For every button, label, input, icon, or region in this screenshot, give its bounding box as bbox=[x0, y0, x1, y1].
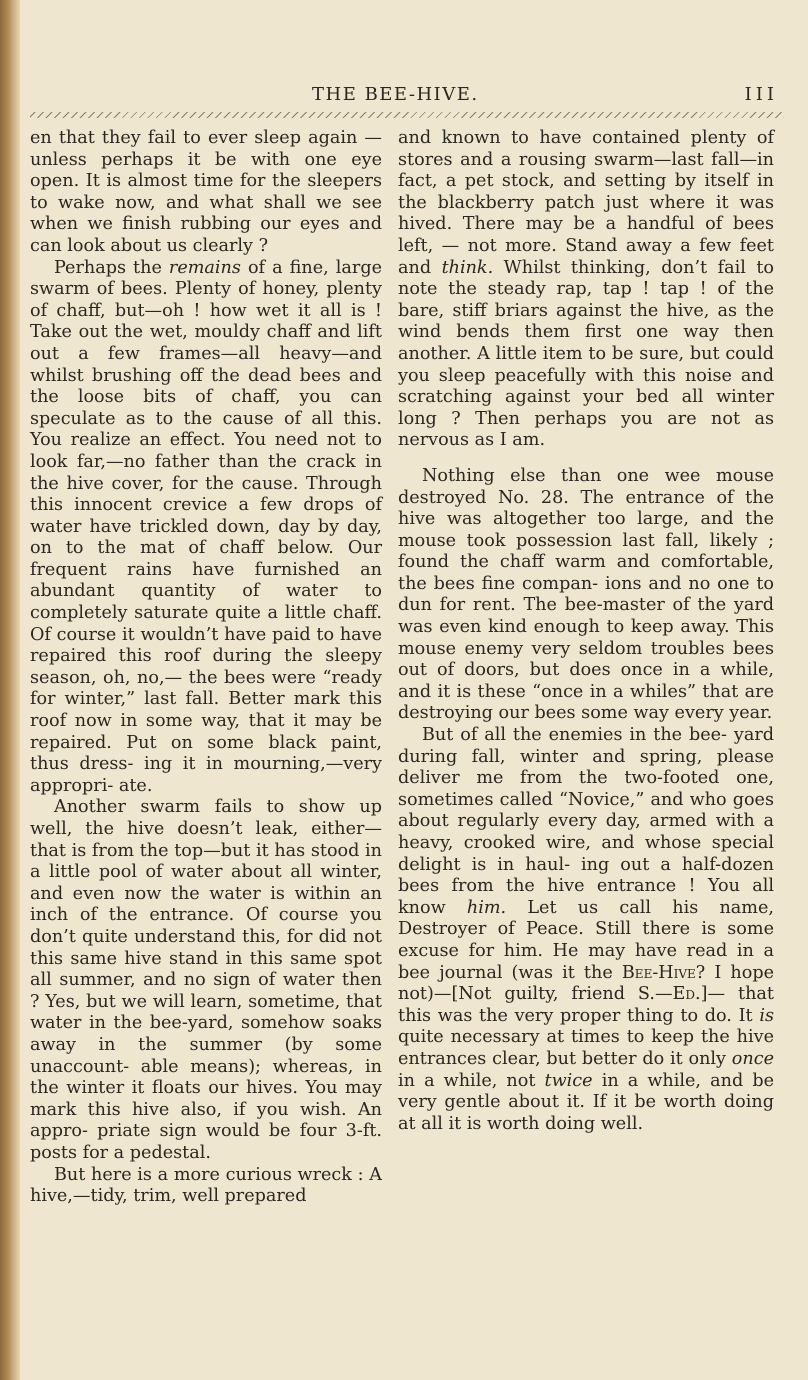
text-run: Nothing else than one wee mouse destroyed No. 28. The entrance of the hive was altogether too large, and the mouse took possession last fall, likely ; found the chaff warm and comfortable, the bees fine compan- ions and no one to dun for rent. The bee-master of the yard was even kind enough to keep away. This mouse enemy very seldom troubles bees out of doors, but does once in a while, and it is these “once in a whiles” that are destroying our bees some way every year. bbox=[398, 465, 774, 724]
right-column bbox=[398, 128, 774, 1135]
left-column bbox=[30, 128, 382, 1208]
paragraph bbox=[398, 725, 774, 1135]
small-caps-text: Bee-Hive bbox=[621, 962, 696, 983]
italic-text: remains bbox=[168, 257, 241, 278]
book-page bbox=[24, 0, 808, 1380]
text-run: quite necessary at times to keep the hive entrances clear, but better do it only bbox=[398, 1027, 774, 1069]
text-run: But here is a more curious wreck : A hive,—tidy, trim, well prepared bbox=[30, 1164, 382, 1207]
running-title: THE BEE-HIVE. bbox=[312, 84, 479, 105]
text-run: Another swarm fails to show up well, the hive doesn’t leak, either— that is from the top—but it has stood in a little pool of water about all winter, and even now the water is within an inch of the entrance. Of course you don’t quite understand this, for did not this same hive stand in this same spot all summer, and no sign of water then ? Yes, but we will learn, sometime, that water in the bee-yard, somehow soaks away in the summer (by some unaccount- able means); whereas, in the winter it floats our hives. You may mark this hive also, if you wish. An appro- priate sign would be four 3-ft. posts for a pedestal. bbox=[30, 797, 382, 1163]
book-binding-edge bbox=[0, 0, 20, 1380]
text-run: in a while, and be very gentle about it. If it be worth doing at all it is worth doing well. bbox=[398, 1070, 774, 1134]
italic-text: think. bbox=[441, 257, 494, 278]
italic-text: twice bbox=[544, 1070, 593, 1091]
text-run: Whilst thinking, don’t fail to note the steady rap, tap ! tap ! of the bare, stiff briars against the hive, as the wind bends them first one way then another. A little item to be sure, but could you sleep peacefully with this noise and scratching against your bed all winter long ? Then perhaps you are not as nervous as I am. bbox=[398, 257, 774, 451]
italic-text: is bbox=[759, 1005, 774, 1026]
paragraph bbox=[30, 128, 382, 258]
page-number: III bbox=[744, 84, 778, 105]
text-run: ? I hope not)—[Not guilty, friend S.— bbox=[398, 962, 774, 1005]
paragraph bbox=[30, 797, 382, 1164]
paragraph bbox=[30, 258, 382, 798]
text-run: ]— that this was the very proper thing to do. It bbox=[398, 984, 774, 1026]
small-caps-text: Ed. bbox=[672, 984, 701, 1005]
paragraph bbox=[398, 466, 774, 725]
text-run: and known to have contained plenty of stores and a rousing swarm—last fall—in fact, a pet stock, and setting by itself in the blackberry patch just where it was hived. There may be a handful of bees left, — not more. Stand away a few feet and bbox=[398, 128, 774, 278]
italic-text: once bbox=[731, 1048, 774, 1069]
text-run: Perhaps the bbox=[54, 257, 169, 278]
text-run: en that they fail to ever sleep again —unless perhaps it be with one eye open. It is almost time for the sleepers to wake now, and what shall we see when we finish rubbing our eyes and can look about us clearly ? bbox=[30, 128, 382, 256]
header-wavy-rule bbox=[30, 112, 784, 118]
paragraph bbox=[398, 128, 774, 452]
paragraph bbox=[30, 1165, 382, 1208]
italic-text: him. bbox=[466, 897, 507, 918]
text-run: of a fine, large swarm of bees. Plenty of honey, plenty of chaff, but—oh ! how wet it all is ! Take out the wet, mouldy chaff and lift out a few frames—all heavy—and whilst brushing off the dead bees and the loose bits of chaff, you can speculate as to the cause of all this. You realize an effect. You need not to look far,—no father than the crack in the hive cover, for the cause. Through this innocent crevice a few drops of water have trickled down, day by day, on to the mat of chaff below. Our frequent rains have furnished an abundant quantity of water to completely saturate quite a little chaff. Of course it wouldn’t have paid to have repaired this roof during the sleepy season, oh, no,— the bees were “ready for winter,” last fall. Better mark this roof now in some way, that it may be repaired. Put on some black paint, thus dress- ing it in mourning,—very appropri- ate. bbox=[30, 257, 382, 796]
text-run: But of all the enemies in the bee- yard during fall, winter and spring, please deliver me from the two-footed one, sometimes called “Novice,” and who goes about regularly every day, armed with a heavy, crooked wire, and whose special delight is in haul- ing out a half-dozen bees from the hive entrance ! You all know bbox=[398, 725, 774, 918]
text-run: in a while, not bbox=[398, 1070, 545, 1091]
running-header bbox=[24, 84, 784, 108]
text-run: Let us call his name, Destroyer of Peace. Still there is some excuse for him. He may have read in a bee journal (was it the bbox=[398, 897, 774, 983]
